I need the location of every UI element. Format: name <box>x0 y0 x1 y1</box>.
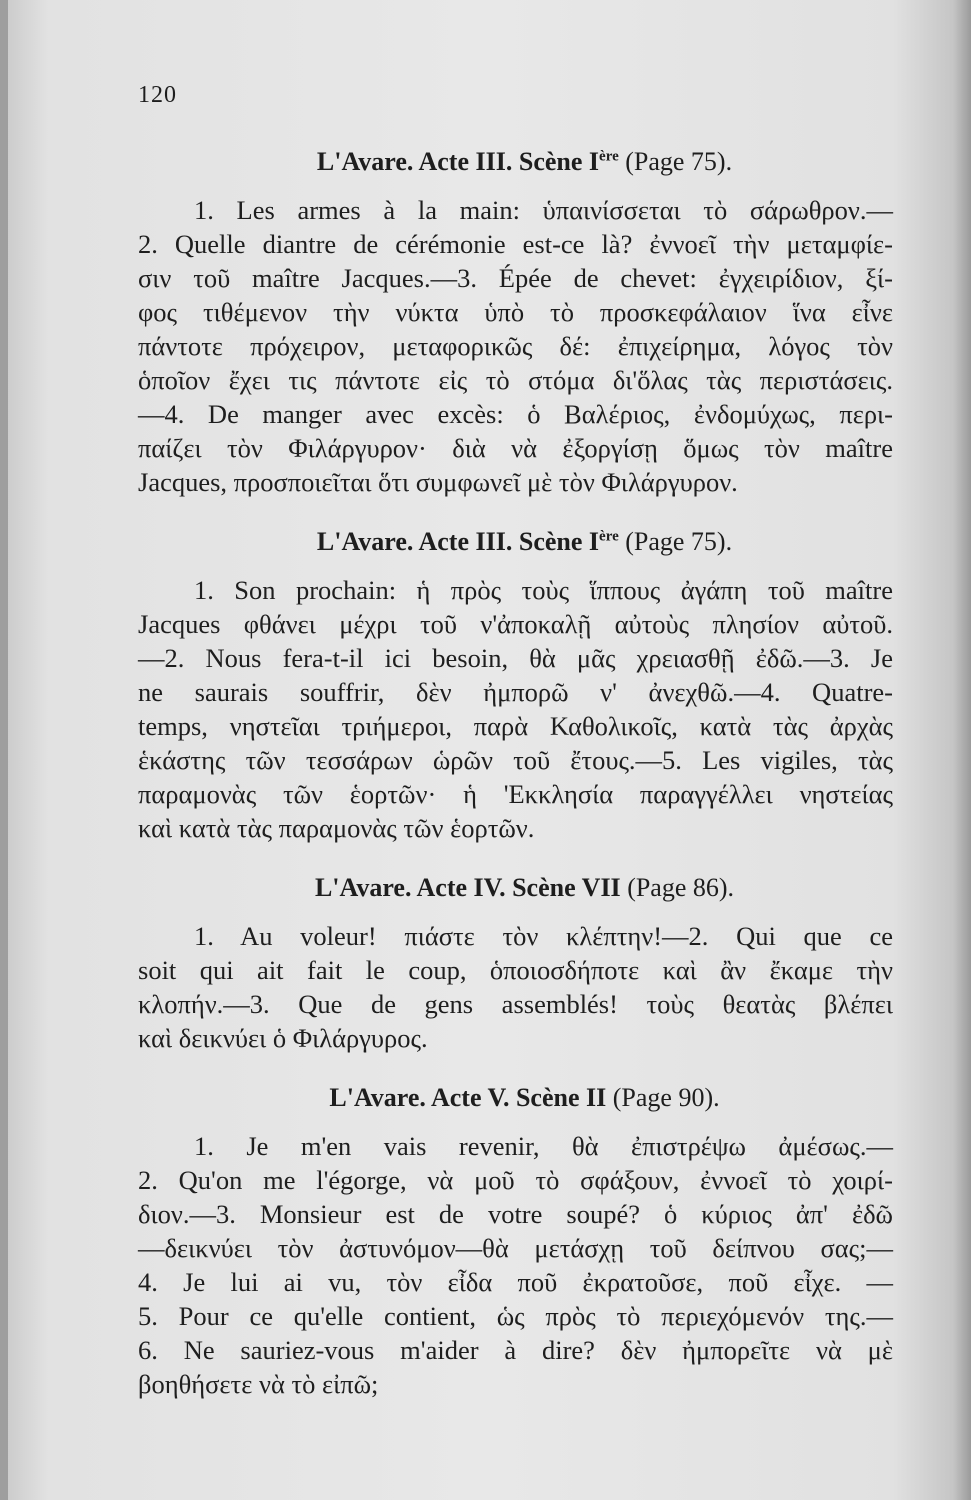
text-line: παραμονὰς τῶν ἑορτῶν· ἡ 'Εκκλησία παραγγέλλει νηστείας <box>138 779 893 809</box>
section-heading <box>138 873 893 903</box>
text-line: 6. Ne sauriez-vous m'aider à dire? δὲν ἠμπορεῖτε νὰ μὲ <box>138 1335 893 1365</box>
text-line: 5. Pour ce qu'elle contient, ὡς πρὸς τὸ περιεχόμενόν της.— <box>138 1301 893 1331</box>
heading-page-ref: (Page 75). <box>618 147 733 176</box>
heading-scene: Scène I <box>518 527 600 556</box>
text-line: βοηθήσετε νὰ τὸ εἰπῶ; <box>138 1369 379 1399</box>
heading-scene: Scène I <box>518 147 600 176</box>
heading-page-ref: (Page 90). <box>606 1083 720 1112</box>
page-edge <box>0 0 8 1500</box>
text-line: —δεικνύει τὸν ἀστυνόμον—θὰ μετάσχῃ τοῦ δείπνου σας;— <box>138 1233 893 1263</box>
section-paragraph <box>138 919 893 1055</box>
text-line: 1. Je m'en vais revenir, θὰ ἐπιστρέψω ἀμέσως.— <box>194 1131 893 1161</box>
section-paragraph <box>138 1129 893 1401</box>
heading-title: L'Avare. <box>329 1083 431 1112</box>
heading-scene: Scène II <box>515 1083 607 1112</box>
text-line: soit qui ait fait le coup, ὁποιοσδήποτε καὶ ἂν ἔκαμε τὴν <box>138 955 893 985</box>
heading-act: Acte III. <box>418 527 519 556</box>
text-line: παίζει τὸν Φιλάργυρον· διὰ νὰ ἐξοργίσῃ ὅμως τὸν maître <box>138 433 893 463</box>
text-line: 4. Je lui ai vu, τὸν εἶδα ποῦ ἐκρατοῦσε, ποῦ εἶχε. — <box>138 1267 893 1297</box>
text-line: ὁποῖον ἔχει τις πάντοτε εἰς τὸ στόμα δι'ὅλας τὰς περιστάσεις. <box>138 365 893 395</box>
heading-act: Acte IV. <box>416 873 513 902</box>
section-paragraph <box>138 193 893 499</box>
section-heading <box>138 1083 893 1113</box>
heading-page-ref: (Page 86). <box>620 873 735 902</box>
page-number: 120 <box>138 82 177 108</box>
heading-title: L'Avare. <box>316 527 419 556</box>
text-line: 1. Les armes à la main: ὑπαινίσσεται τὸ σάρωθρον.— <box>194 195 893 225</box>
text-line: καὶ κατὰ τὰς παραμονὰς τῶν ἑορτῶν. <box>138 813 535 843</box>
text-line: —2. Nous fera-t-il ici besoin, θὰ μᾶς χρειασθῇ ἐδῶ.—3. Je <box>138 643 893 673</box>
text-line: —4. De manger avec excès: ὁ Βαλέριος, ἐνδομύχως, περι- <box>138 399 893 429</box>
heading-act: Acte III. <box>418 147 519 176</box>
text-line: κλοπήν.—3. Que de gens assemblés! τοὺς θεατὰς βλέπει <box>138 989 893 1019</box>
text-line: Jacques φθάνει μέχρι τοῦ ν'ἀποκαλῇ αὐτοὺς πλησίον αὐτοῦ. <box>138 609 893 639</box>
text-line: ἑκάστης τῶν τεσσάρων ὡρῶν τοῦ ἔτους.—5. Les vigiles, τὰς <box>138 745 893 775</box>
text-line: διον.—3. Monsieur est de votre soupé? ὁ κύριος ἀπ' ἐδῶ <box>138 1199 893 1229</box>
notes-body <box>138 147 893 1401</box>
text-line: 1. Au voleur! πιάστε τὸν κλέπτην!—2. Qui que ce <box>194 921 893 951</box>
section-heading <box>138 147 893 177</box>
heading-scene-sup: ère <box>599 528 619 545</box>
text-line: σιν τοῦ maître Jacques.—3. Épée de chevet: ἐγχειρίδιον, ξί- <box>138 263 893 293</box>
text-line: 1. Son prochain: ἡ πρὸς τοὺς ἵππους ἀγάπη τοῦ maître <box>194 575 893 605</box>
text-line: 2. Qu'on me l'égorge, νὰ μοῦ τὸ σφάξουν, ἐννοεῖ τὸ χοιρί- <box>138 1165 893 1195</box>
section-heading <box>138 527 893 557</box>
text-line: 2. Quelle diantre de cérémonie est-ce là? ἐννοεῖ τὴν μεταμφίε- <box>138 229 893 259</box>
heading-title: L'Avare. <box>316 147 419 176</box>
heading-act: Acte V. <box>430 1083 516 1112</box>
text-line: καὶ δεικνύει ὁ Φιλάργυρος. <box>138 1023 428 1053</box>
text-line: φος τιθέμενον τὴν νύκτα ὑπὸ τὸ προσκεφάλαιον ἵνα εἶνε <box>138 297 893 327</box>
heading-title: L'Avare. <box>314 873 417 902</box>
heading-page-ref: (Page 75). <box>618 527 733 556</box>
heading-scene-sup: ère <box>599 148 619 165</box>
text-line: temps, νηστεῖαι τριήμεροι, παρὰ Καθολικοῖς, κατὰ τὰς ἀρχὰς <box>138 711 893 741</box>
binding-shadow <box>953 0 971 1500</box>
text-line: Jacques, προσποιεῖται ὅτι συμφωνεῖ μὲ τὸν Φιλάργυρον. <box>138 467 738 497</box>
text-line: πάντοτε πρόχειρον, μεταφορικῶς δέ: ἐπιχείρημα, λόγος τὸν <box>138 331 893 361</box>
section-paragraph <box>138 573 893 845</box>
heading-scene: Scène VII <box>512 873 621 902</box>
text-line: ne saurais souffrir, δὲν ἠμπορῶ ν' ἀνεχθῶ.—4. Quatre- <box>138 677 893 707</box>
